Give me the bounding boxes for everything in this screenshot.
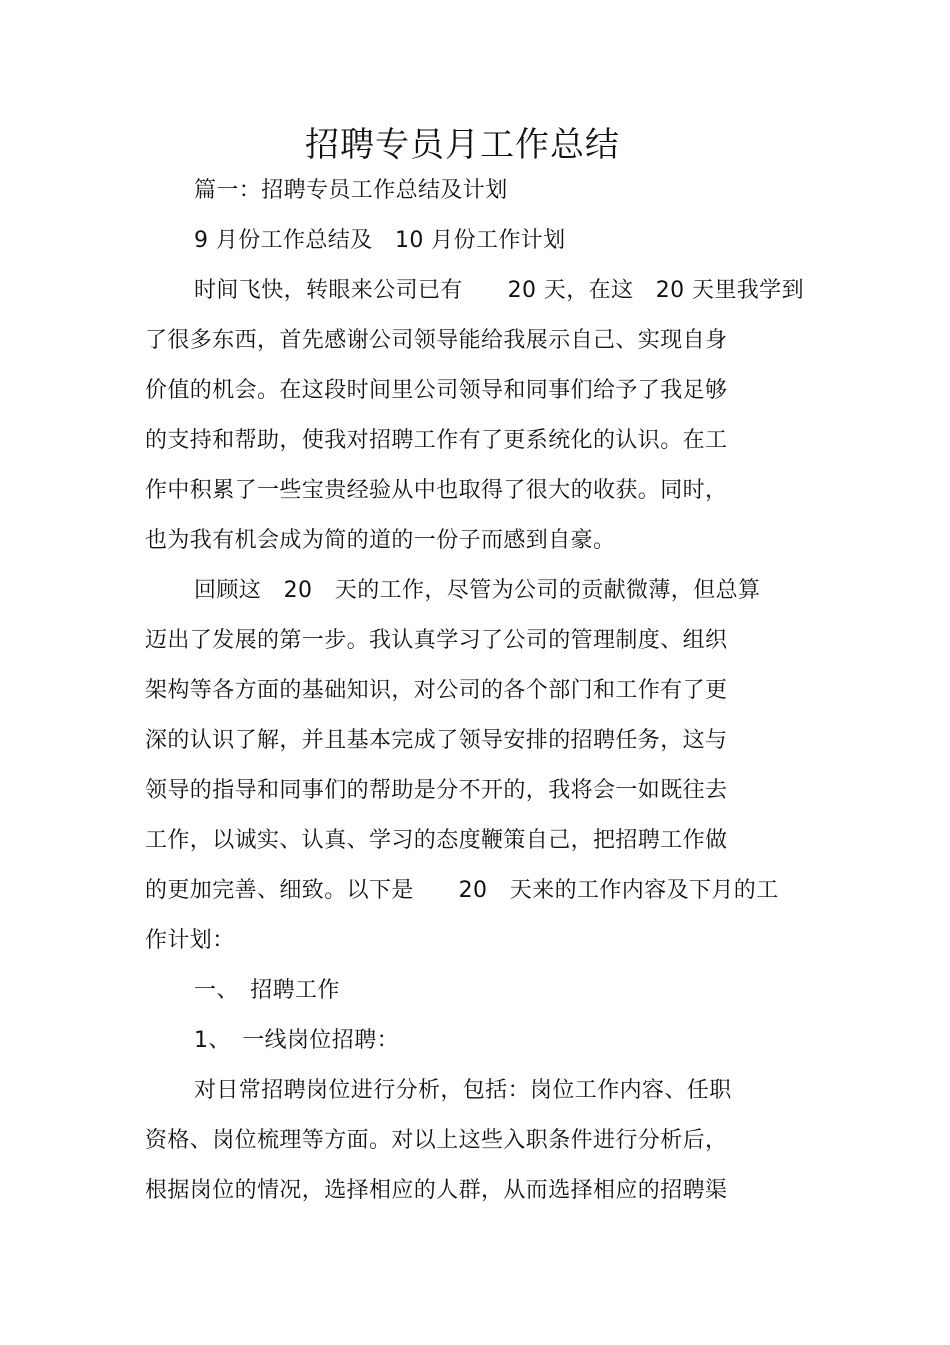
paragraph-line: 对日常招聘岗位进行分析，包括：岗位工作内容、任职	[194, 1078, 732, 1103]
section-heading-recruitment: 一、 招聘工作	[194, 978, 340, 1003]
paragraph-line: 时间飞快，转眼来公司已有 20 天，在这 20 天里我学到	[194, 278, 804, 303]
paragraph-line: 回顾这 20 天的工作，尽管为公司的贡献微薄，但总算	[194, 578, 761, 603]
subsection-heading-frontline: 1、 一线岗位招聘：	[194, 1028, 399, 1053]
paragraph-line: 的更加完善、细致。以下是 20 天来的工作内容及下月的工	[145, 878, 779, 903]
paragraph-line: 工作，以诚实、认真、学习的态度鞭策自己，把招聘工作做	[145, 828, 728, 853]
subheading-monthly-plan: 9 月份工作总结及 10 月份工作计划	[194, 228, 566, 253]
section-heading-part-one: 篇一：招聘专员工作总结及计划	[194, 178, 508, 203]
paragraph-line: 根据岗位的情况，选择相应的人群，从而选择相应的招聘渠	[145, 1178, 728, 1203]
paragraph-line: 也为我有机会成为简的道的一份子而感到自豪。	[145, 528, 616, 553]
paragraph-line: 价值的机会。在这段时间里公司领导和同事们给予了我足够	[145, 378, 728, 403]
paragraph-line: 作计划：	[145, 928, 235, 953]
paragraph-line: 架构等各方面的基础知识，对公司的各个部门和工作有了更	[145, 678, 728, 703]
paragraph-line: 了很多东西，首先感谢公司领导能给我展示自己、实现自身	[145, 328, 728, 353]
paragraph-line: 深的认识了解，并且基本完成了领导安排的招聘任务，这与	[145, 728, 728, 753]
paragraph-line: 领导的指导和同事们的帮助是分不开的，我将会一如既往去	[145, 778, 728, 803]
paragraph-line: 资格、岗位梳理等方面。对以上这些入职条件进行分析后，	[145, 1128, 728, 1153]
paragraph-line: 作中积累了一些宝贵经验从中也取得了很大的收获。同时，	[145, 478, 728, 503]
document-title: 招聘专员月工作总结	[305, 125, 620, 165]
paragraph-line: 迈出了发展的第一步。我认真学习了公司的管理制度、组织	[145, 628, 728, 653]
paragraph-line: 的支持和帮助，使我对招聘工作有了更系统化的认识。在工	[145, 428, 728, 453]
